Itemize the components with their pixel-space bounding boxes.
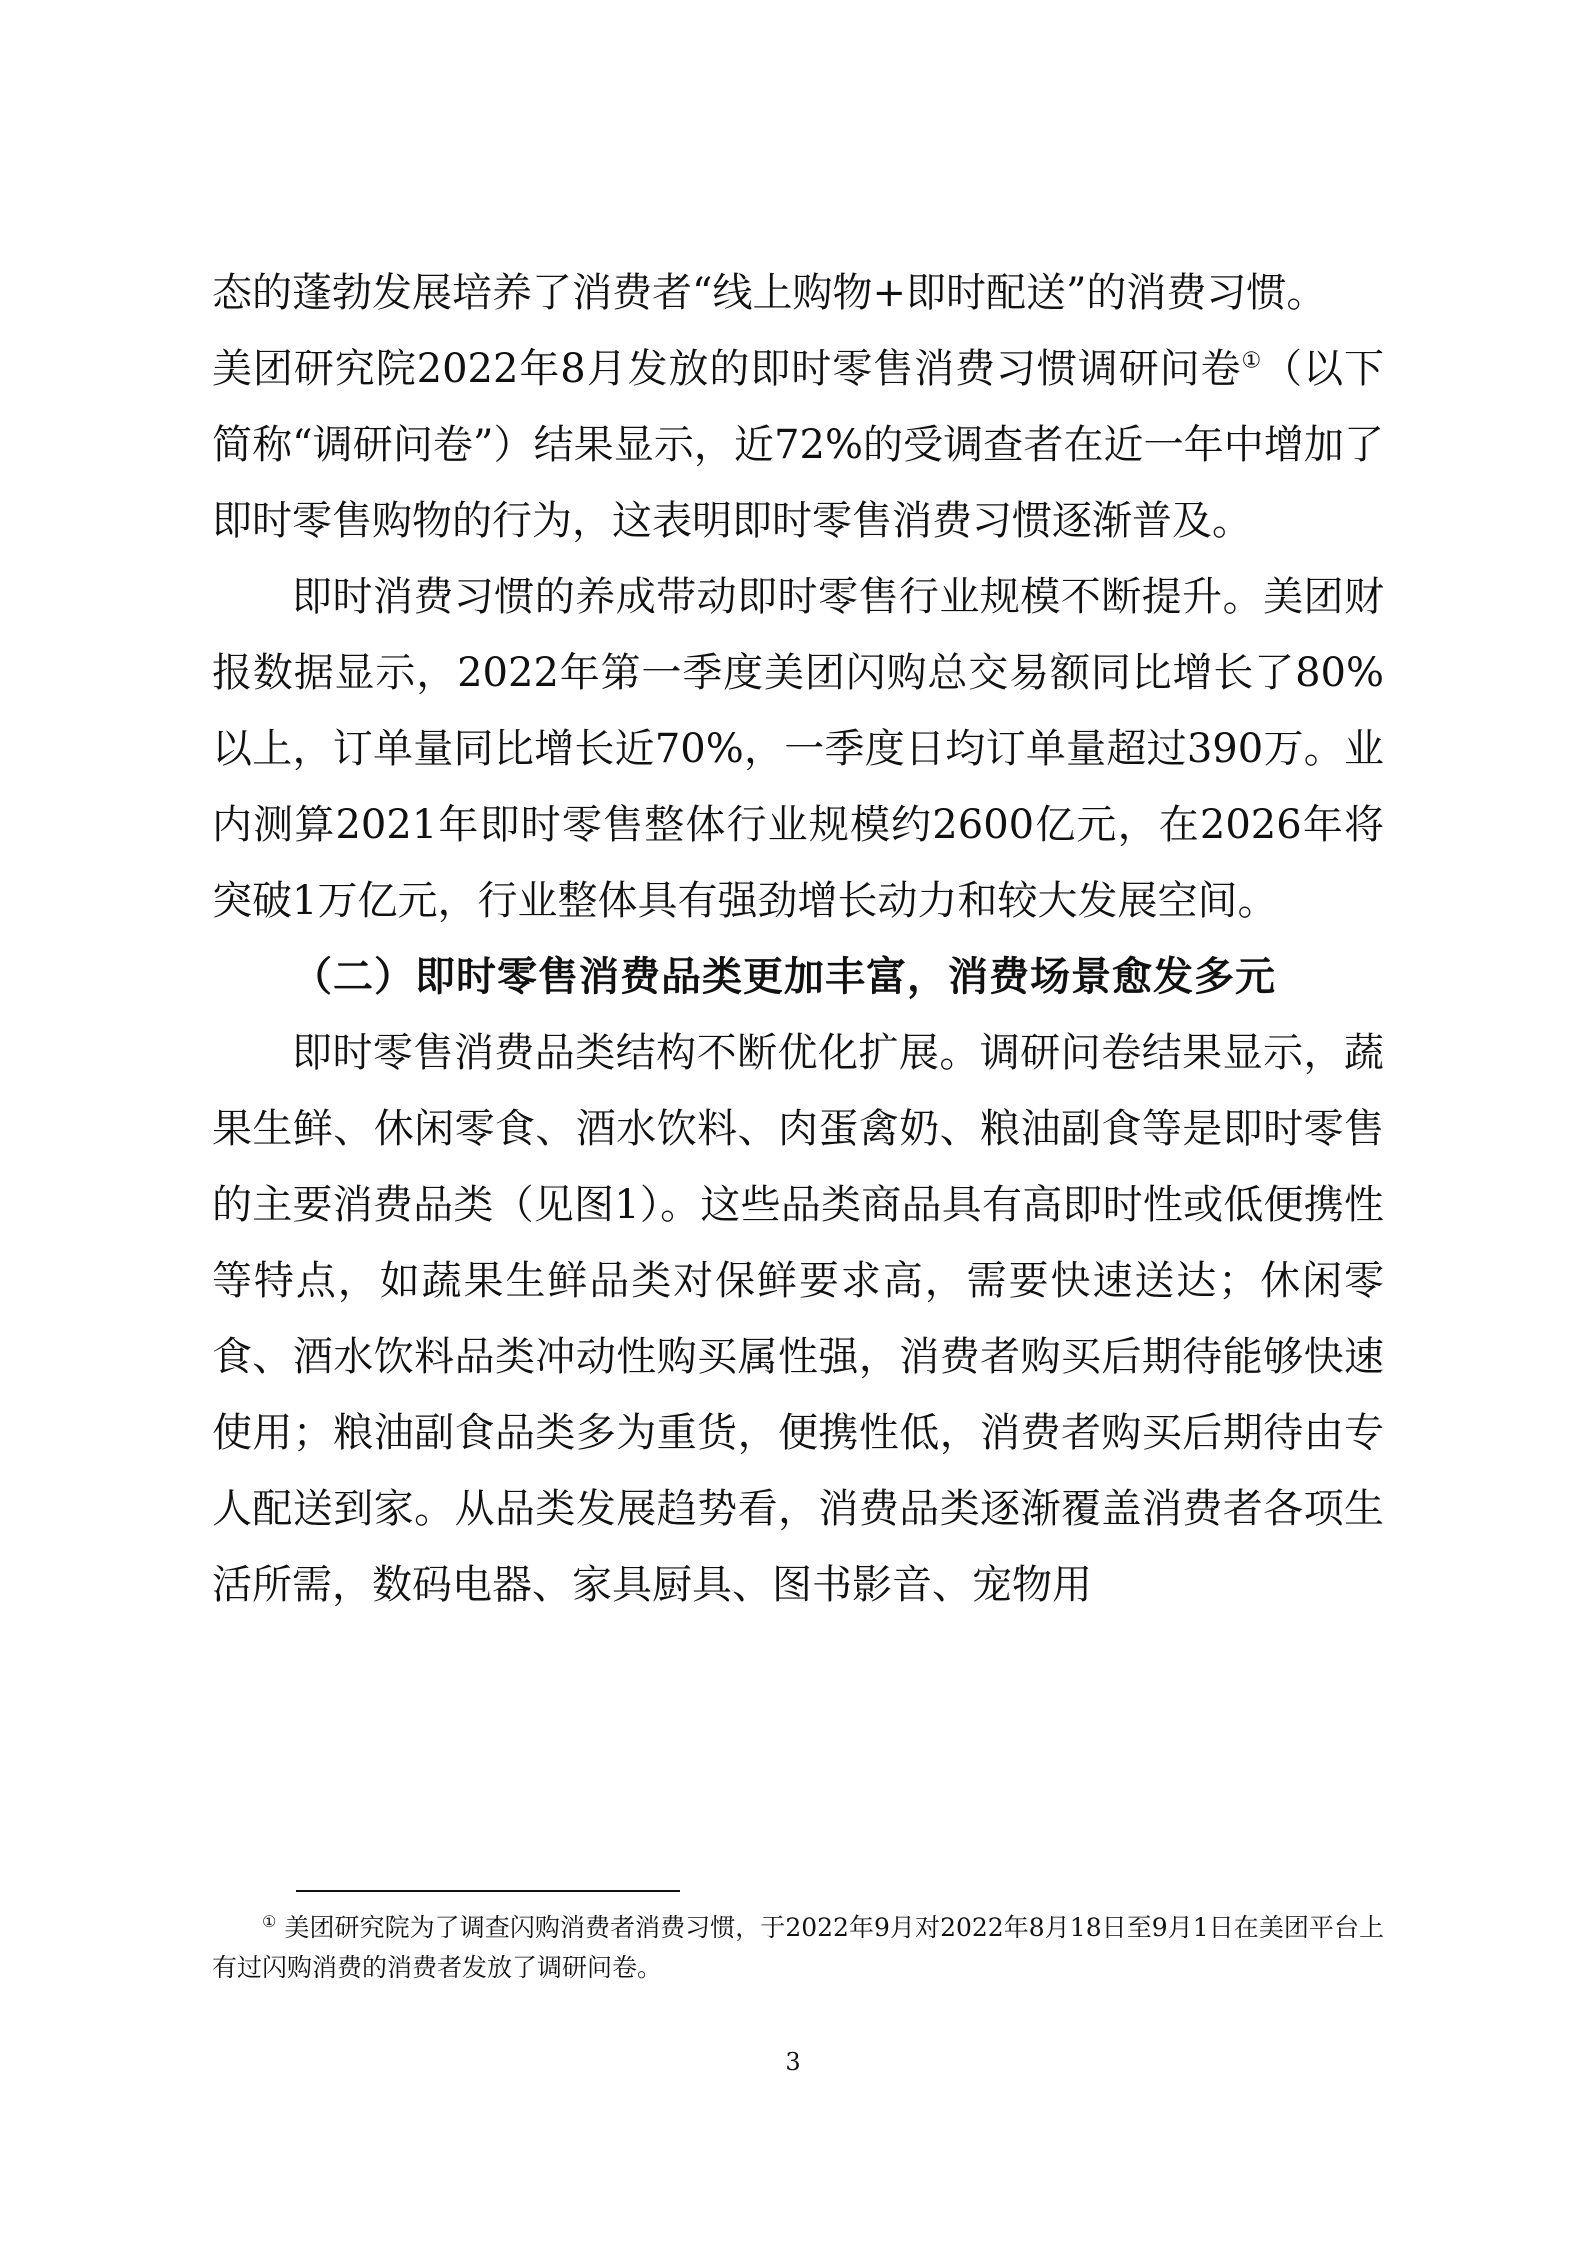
paragraph-scale — [212, 559, 1384, 939]
paragraph-categories — [212, 1015, 1384, 1623]
section-heading — [212, 939, 1384, 1015]
paragraph-2-text-before: 美团研究院2022年8月发放的即时零售消费习惯调研问卷 — [212, 346, 1242, 392]
paragraph-continuation — [212, 255, 1384, 331]
paragraph-4-text: 即时零售消费品类结构不断优化扩展。调研问卷结果显示，蔬果生鲜、休闲零食、酒水饮料、肉蛋禽奶、粮油副食等是即时零售的主要消费品类（见图1）。这些品类商品具有高即时性或低便携性等特点，如蔬果生鲜品类对保鲜要求高，需要快速送达；休闲零食、酒水饮料品类冲动性购买属性强，消费者购买后期待能够快速使用；粮油副食品类多为重货，便携性低，消费者购买后期待由专人配送到家。从品类发展趋势看，消费品类逐渐覆盖消费者各项生活所需，数码电器、家具厨具、图书影音、宠物用 — [212, 1030, 1384, 1608]
paragraph-3-text: 即时消费习惯的养成带动即时零售行业规模不断提升。美团财报数据显示，2022年第一季度美团闪购总交易额同比增长了80%以上，订单量同比增长近70%，一季度日均订单量超过390万。业内测算2021年即时零售整体行业规模约2600亿元，在2026年将突破1万亿元，行业整体具有强劲增长动力和较大发展空间。 — [212, 574, 1384, 924]
footnote-mark: ① — [262, 1911, 277, 1931]
footnote-reference[interactable]: ① — [1241, 348, 1263, 374]
paragraph-survey — [212, 331, 1384, 559]
footnote — [212, 1908, 1384, 1988]
body-text — [212, 255, 1384, 1623]
page-number: 3 — [785, 2048, 801, 2076]
section-heading-text: （二）即时零售消费品类更加丰富，消费场景愈发多元 — [292, 953, 1276, 1000]
paragraph-2-text-after: （以下简称“调研问卷”）结果显示，近72%的受调查者在近一年中增加了即时零售购物的行为，这表明即时零售消费习惯逐渐普及。 — [212, 346, 1384, 544]
footnote-divider — [296, 1890, 680, 1892]
paragraph-1-text: 态的蓬勃发展培养了消费者“线上购物+即时配送”的消费习惯。 — [212, 270, 1327, 316]
footnote-text: 美团研究院为了调查闪购消费者消费习惯，于2022年9月对2022年8月18日至9月1日在美团平台上有过闪购消费的消费者发放了调研问卷。 — [212, 1913, 1384, 1982]
